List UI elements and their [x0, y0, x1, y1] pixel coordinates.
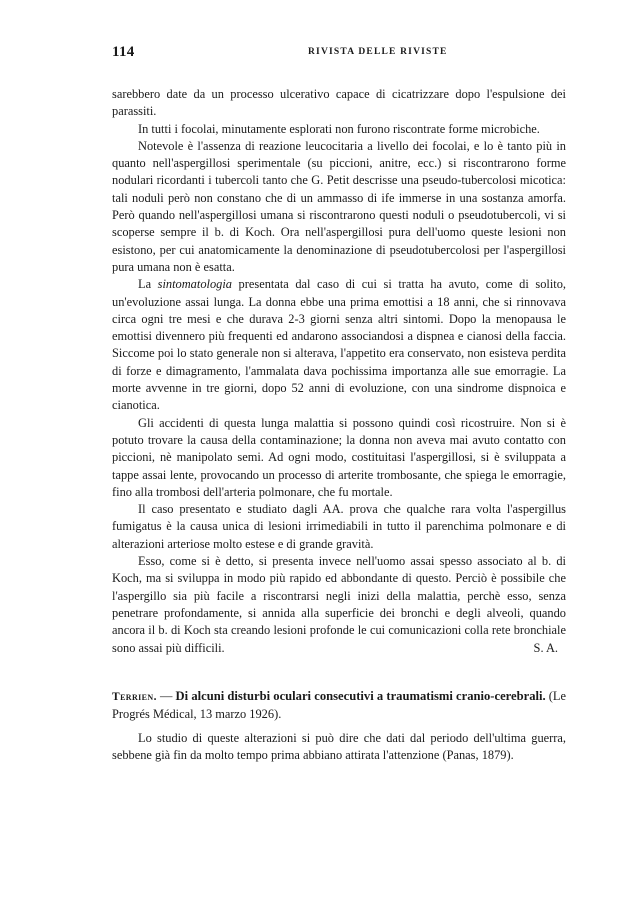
paragraph: Esso, come si è detto, si presenta invece nell'uomo assai spesso associato al b. di Koch, ma si sviluppa in modo più rapido ed abbondante di questo. Perciò è possibile che l'aspergillo sia più facile a riscontrarsi negli inizi della malattia, perchè esso, senza penetrare profondamente, si annida alla superficie dei bronchi e degli alveoli, quando ancora il b. di Koch sta creando lesioni profonde le cui comunicazioni colla rete bronchiale sono assai più difficili.	[112, 554, 566, 655]
running-head	[112, 44, 566, 64]
review-title: Di alcuni disturbi oculari consecutivi a traumatismi cranio-cerebrali.	[175, 689, 546, 703]
review-entry	[112, 688, 566, 764]
review-author: Terrien.	[112, 691, 157, 703]
paragraph-sintomatologia	[112, 276, 566, 414]
paragraph-text: presentata dal caso di cui si tratta ha avuto, come di solito, un'evoluzione assai lunga. La donna ebbe una prima emottisi a 18 anni, che si rinnovava circa ogni tre mesi e che durava 2-3 giorni senza altri sintomi. Dopo la menopausa le emottisi divennero più frequenti ed andarono associandosi a dispnea e cianosi della faccia. Siccome poi lo stato generale non si alterava, l'appetito era conservato, non esisteva perdita di forze e dimagramento, l'ammalata dava pochissima importanza alle sue emorragie. La morte avvenne in tre giorni, dopo 52 anni di evoluzione, con una sindrome dispnoica e cianotica.	[112, 277, 567, 413]
paragraph: In tutti i focolai, minutamente esplorati non furono riscontrate forme microbiche.	[138, 121, 540, 136]
journal-title: RIVISTA DELLE RIVISTE	[308, 47, 448, 57]
review-dash: —	[156, 689, 176, 703]
page-number: 114	[112, 44, 135, 60]
paragraph-text: La	[138, 277, 158, 292]
paragraph: Gli accidenti di questa lunga malattia si possono quindi così ricostruire. Non si è potuto trovare la causa della contaminazione; la donna non aveva mai avuto contatto con piccioni, nè manipolato semi. Ad ogni modo, costituitasi l'aspergillosi, si è sviluppata a tappe assai lente, provocando un processo di arterite trombosante, che spiega le emorragie, fino alla trombosi dell'arteria polmonare, che fu mortale.	[112, 415, 566, 499]
review-citation: (Le Progrés Médical, 13 marzo 1926).	[112, 689, 567, 722]
italic-term: sintomatologia	[157, 277, 232, 292]
paragraph: Notevole è l'assenza di reazione leucocitaria a livello dei focolai, e lo è tanto più in quanto nell'aspergillosi sperimentale (su piccioni, anitre, ecc.) si riscontrarono forme nodulari ricordanti i tubercoli tanto che G. Petit descrisse una pseudo-tubercolosi micotica: tali noduli però non constano che di un ammasso di ife immerse in una sostanza amorfa. Però quando nell'aspergillosi umana si riscontrarono questi noduli o pseudotubercoli, vi si scoperse sempre il b. di Koch. Ora nell'aspergillosi pura dell'uomo queste lesioni non esistono, per cui anatomicamente la denominazione di pseudotubercolosi per l'aspergillosi pura umana non è esatta.	[112, 138, 566, 274]
review-heading	[112, 688, 566, 724]
article-body: sarebbero date da un processo ulcerativo capace di cicatrizzare dopo l'espulsione dei parassiti. In tutti i focolai, minutamente esplorati non furono riscontrate forme microbiche. Notevole è l'assenza di reazione leucocitaria a livello dei focolai, e lo è tanto più in quanto nell'aspergillosi sperimentale (su piccioni, anitre, ecc.) si riscontrarono forme nodulari ricordanti i tubercoli tanto che G. Petit descrisse una pseudo-tubercolosi micotica: tali noduli però non constano che di un ammasso di ife immerse in una sostanza amorfa. Però quando nell'aspergillosi umana si riscontrarono questi noduli o pseudotubercoli, vi si scoperse sempre il b. di Koch. Ora nell'aspergillosi pura dell'uomo queste lesioni non esistono, per cui anatomicamente la denominazione di pseudotubercolosi per l'aspergillosi pura umana non è esatta. La sintomatologia presentata dal caso di cui si tratta ha avuto, come di solito, un'evoluzione assai lunga. La donna ebbe una prima emottisi a 18 anni, che si rinnovava circa ogni tre mesi e che durava 2-3 giorni senza altri sintomi. Dopo la menopausa le emottisi divennero più frequenti ed andarono associandosi a dispnea e cianosi della faccia. Siccome poi lo stato generale non si alterava, l'appetito era conservato, non esisteva perdita di forze e dimagramento, l'ammalata dava pochissima importanza alle sue emorragie. La morte avvenne in tre giorni, dopo 52 anni di evoluzione, con una sindrome dispnoica e cianotica. Gli accidenti di questa lunga malattia si possono quindi così ricostruire. Non si è potuto trovare la causa della contaminazione; la donna non aveva mai avuto contatto con piccioni, nè manipolato semi. Ad ogni modo, costituitasi l'aspergillosi, si è sviluppata a tappe assai lente, provocando un processo di arterite trombosante, che spiega le emorragie, fino alla trombosi dell'arteria polmonare, che fu mortale. Il caso presentato e studiato dagli AA. prova che qualche rara volta l'aspergillus fumigatus è la causa unica di lesioni irrimediabili in tutto il parenchima polmonare e di alterazioni arteriose molto estese e di grande gravità. Esso, come si è detto, si presenta invece nell'uomo assai spesso associato al b. di Koch, ma si sviluppa in modo più rapido ed abbondante di questo. Perciò è possibile che l'aspergillo sia più facile a riscontrarsi negli inizi della malattia, perchè esso, senza penetrare profondamente, si annida alla superficie dei bronchi e degli alveoli, quando ancora il b. di Koch sta creando lesioni profonde le cui comunicazioni colla rete bronchiale sono assai più difficili. S. A.	[112, 86, 566, 657]
paragraph: Il caso presentato e studiato dagli AA. prova che qualche rara volta l'aspergillus fumigatus è la causa unica di lesioni irrimediabili in tutto il parenchima polmonare e di alterazioni arteriose molto estese e di grande gravità.	[112, 502, 566, 551]
review-body: Lo studio di queste alterazioni si può dire che dati dal periodo dell'ultima guerra, sebbene già fin da molto tempo prima abbiano attirata l'attenzione (Panas, 1879).	[112, 730, 566, 762]
paragraph: sarebbero date da un processo ulcerativo capace di cicatrizzare dopo l'espulsione dei parassiti.	[112, 87, 566, 119]
